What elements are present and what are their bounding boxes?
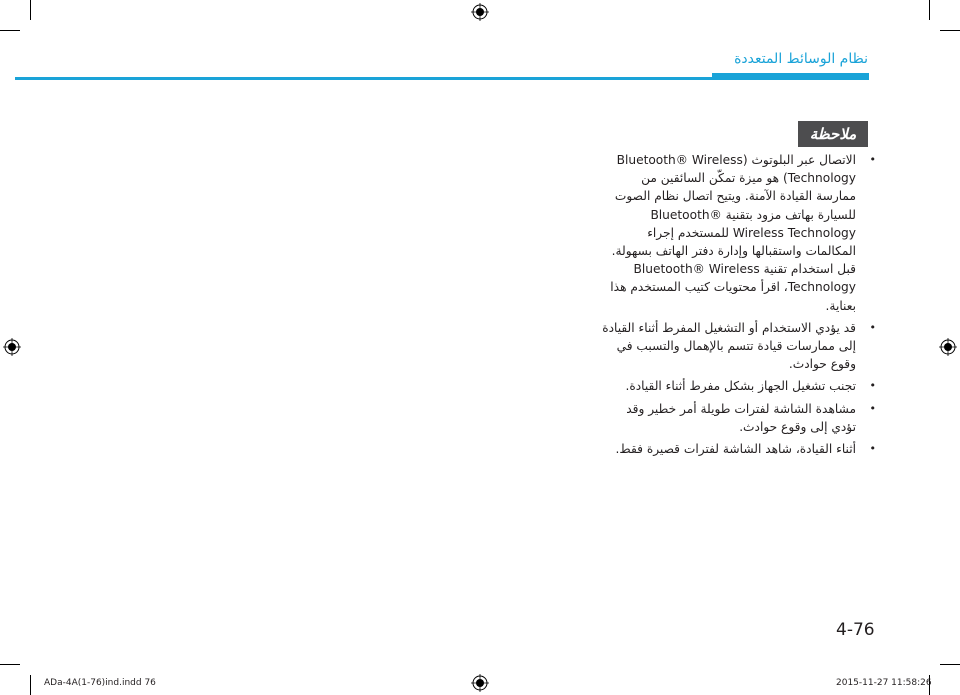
list-item — [600, 440, 878, 458]
bullet-icon: • — [869, 379, 876, 393]
crop-mark — [30, 675, 31, 695]
bullet-text: أثناء القيادة، شاهد الشاشة لفترات قصيرة فقط. — [615, 442, 856, 457]
bullet-text: قد يؤدي الاستخدام أو التشغيل المفرط أثناء القيادة إلى ممارسات قيادة تتسم بالإهمال والتسبب في وقوع حوادث. — [602, 320, 856, 372]
registration-mark-icon — [3, 338, 21, 356]
page-number: 4-76 — [836, 620, 875, 640]
list-item — [600, 151, 878, 315]
bullet-icon: • — [869, 153, 876, 166]
registration-mark-icon — [471, 674, 489, 692]
crop-mark — [0, 664, 20, 665]
list-item — [600, 400, 878, 436]
crop-mark — [940, 30, 960, 31]
registration-mark-icon — [939, 338, 957, 356]
crop-mark — [940, 664, 960, 665]
crop-mark — [929, 0, 930, 20]
bullet-icon: • — [869, 442, 876, 456]
list-item — [600, 377, 878, 395]
crop-mark — [0, 30, 20, 31]
section-title: نظام الوسائط المتعددة — [734, 51, 868, 67]
header-rule — [15, 77, 869, 80]
bullet-text: تجنب تشغيل الجهاز بشكل مفرط أثناء القيادة. — [625, 379, 856, 394]
note-content — [600, 151, 878, 462]
bullet-text: مشاهدة الشاشة لفترات طويلة أمر خطير وقد تؤدي إلى وقوع حوادث. — [626, 401, 856, 434]
note-label: ملاحظة — [798, 121, 868, 147]
note-bullet-list — [600, 151, 878, 458]
registration-mark-icon — [471, 3, 489, 21]
footer-timestamp: 2015-11-27 11:58:26 — [836, 678, 932, 688]
footer-file-info: ADa-4A(1-76)ind.indd 76 — [44, 678, 156, 688]
bullet-icon: • — [869, 401, 876, 415]
list-item — [600, 319, 878, 374]
bullet-text: الاتصال عبر البلوتوث (Bluetooth® Wireless Technology) هو ميزة تمكّن السائقين من ممارسة القيادة الآمنة. ويتيح اتصال نظام الصوت للسيارة بهاتف مزود بتقنية Bluetooth® Wireless Technology للمستخدم إجراء المكالمات واستقبالها وإدارة دفتر الهاتف بسهولة. قبل استخدام تقنية Bluetooth® Wireless Technology، اقرأ محتويات كتيب المستخدم هذا بعناية. — [610, 153, 856, 313]
crop-mark — [30, 0, 31, 20]
bullet-icon: • — [869, 320, 876, 334]
